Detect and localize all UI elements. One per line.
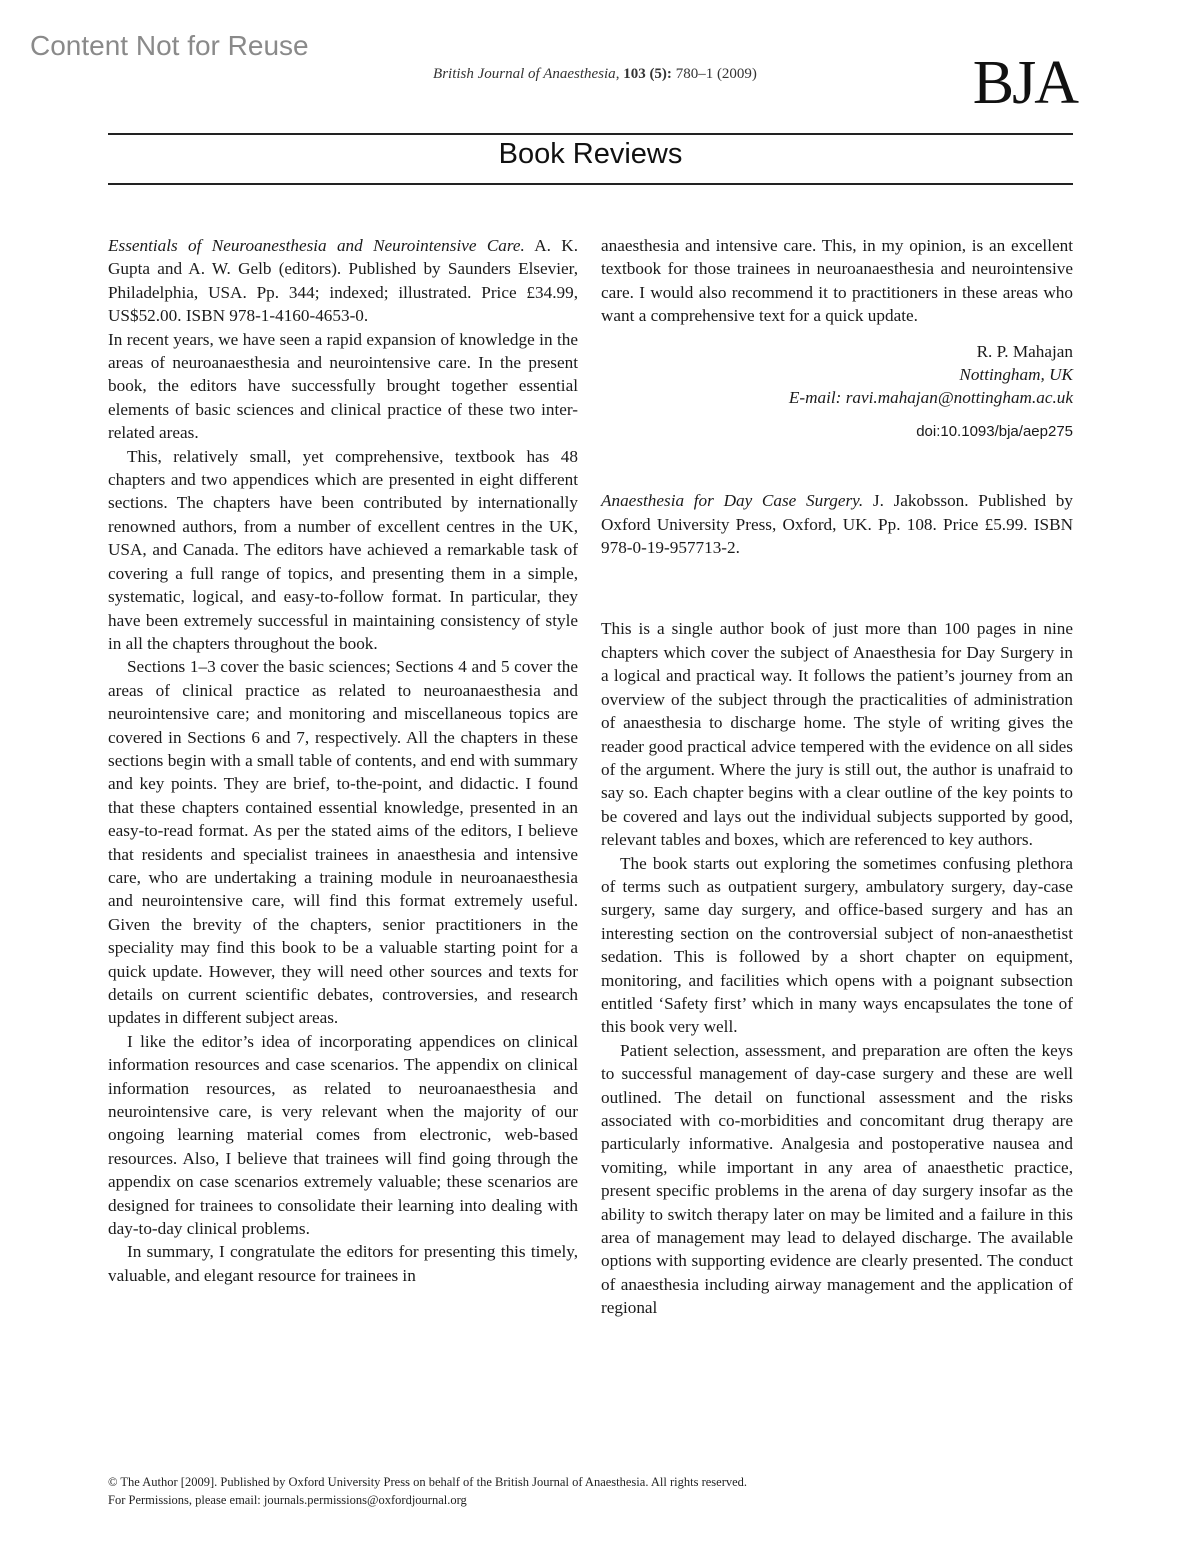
permissions-notice: For Permissions, please email: journals.permissions@oxfordjournal.org bbox=[108, 1493, 467, 1507]
journal-logo: BJA bbox=[972, 49, 1077, 117]
review1-book-title: Essentials of Neuroanesthesia and Neurointensive Care. bbox=[108, 236, 525, 255]
volume-issue: 103 (5): bbox=[623, 66, 672, 82]
journal-citation: British Journal of Anaesthesia, 103 (5): 780–1 (2009) bbox=[433, 66, 757, 82]
review1-paragraph-5 bbox=[108, 1240, 578, 1287]
reviewer-location: Nottingham, UK bbox=[959, 365, 1073, 385]
section-title: Book Reviews bbox=[498, 138, 683, 170]
header-rule-bottom bbox=[108, 183, 1073, 185]
review1-paragraph-2: This, relatively small, yet comprehensive, textbook has 48 chapters and two appendices which are presented in eight different sections. The chapters have been contributed by internationally renowned authors, from a number of excellent centres in the UK, USA, and Canada. The editors have achieved a remarkable task of covering a full range of topics, and presenting them in a simple, systematic, logical, and easy-to-follow format. In particular, they have been extremely successful in maintaining consistency of style in all the chapters throughout the book. bbox=[108, 446, 578, 653]
review1-paragraph-5-part1: In summary, I congratulate the editors for presenting this timely, valuable, and elegant resource for trainees in bbox=[108, 1242, 578, 1285]
watermark: Content Not for Reuse bbox=[30, 30, 309, 61]
review1-paragraph-1: In recent years, we have seen a rapid expansion of knowledge in the areas of neuroanaesthesia and neurointensive care. In the present book, the editors have successfully brought together essential elements of basic sciences and clinical practice of these two inter-related areas. bbox=[108, 329, 578, 443]
page-footer bbox=[108, 1473, 747, 1509]
review1-doi: doi:10.1093/bja/aep275 bbox=[916, 422, 1073, 440]
review1-book-details: A. K. Gupta and A. W. Gelb (editors). Published by Saunders Elsevier, Philadelphia, USA. Pp. 344; indexed; illustrated. Price £34.99, US$52.00. ISBN 978-1-4160-4653-0. bbox=[108, 236, 578, 326]
reviewer-name: R. P. Mahajan bbox=[976, 341, 1073, 361]
left-column bbox=[108, 234, 578, 1287]
right-column bbox=[601, 234, 1073, 1320]
review2-book-title: Anaesthesia for Day Case Surgery. bbox=[601, 491, 864, 511]
review2-paragraph-1: This is a single author book of just more than 100 pages in nine chapters which cover the subject of Anaesthesia for Day Surgery in a logical and practical way. It follows the patient’s journey from an overview of the subject through the practicalities of administration of anaesthesia to discharge home. The style of writing gives the reader good practical advice tempered with the evidence on all sides of the argument. Where the jury is still out, the author is unafraid to say so. Each chapter begins with a clear outline of the key points to be covered and lays out the individual subjects supported by good, relevant tables and boxes, which are referenced to key authors. bbox=[601, 619, 1073, 850]
review2-paragraph-2: The book starts out exploring the sometimes confusing plethora of terms such as outpatient surgery, ambulatory surgery, day-case surgery, same day surgery, and office-based surgery and has an interesting section on the controversial subject of non-anaesthetist sedation. This is followed by a short chapter on equipment, monitoring, and facilities which opens with a poignant subsection entitled ‘Safety first’ which in many ways encapsulates the tone of this book very well. bbox=[601, 853, 1073, 1037]
review2-paragraph-3: Patient selection, assessment, and preparation are often the keys to successful management of day-case surgery and these are well outlined. The detail on functional assessment and the risks associated with co-morbidities and concomitant drug therapy are particularly informative. Analgesia and postoperative nausea and vomiting, while important in any area of anaesthetic practice, present specific problems in the arena of day surgery insofar as the ability to switch therapy later on may be limited and a failure in this area of management may lead to delayed discharge. The available options with supporting evidence are clearly presented. The conduct of anaesthesia including airway management and the application of regional bbox=[601, 1040, 1073, 1318]
review1-reference bbox=[108, 234, 578, 328]
journal-name: British Journal of Anaesthesia bbox=[433, 66, 616, 82]
review1-paragraph-4: I like the editor’s idea of incorporating appendices on clinical information resources and case scenarios. The appendix on clinical information resources, as related to neuroanaesthesia and neurointensive care, is very relevant when the majority of our ongoing learning material comes from electronic, web-based resources. Also, I believe that trainees will find going through the appendix on case scenarios extremely valuable; these scenarios are designed for trainees to consolidate their learning into dealing with day-to-day clinical problems. bbox=[108, 1031, 578, 1239]
review1-paragraph-3: Sections 1–3 cover the basic sciences; Sections 4 and 5 cover the areas of clinical practice as related to neuroanaesthesia and neurointensive care; and monitoring and miscellaneous topics are covered in Sections 6 and 7, respectively. All the chapters in these sections begin with a small table of contents, and end with summary and key points. They are brief, to-the-point, and didactic. I found that these chapters contained essential knowledge, presented in an easy-to-read format. As per the stated aims of the editors, I believe that residents and specialist trainees in anaesthesia and intensive care, who are undertaking a training module in neuroanaesthesia and neurointensive care, will find this format extremely useful. Given the brevity of the chapters, senior practitioners in the speciality may find this book to be a valuable starting point for a quick update. However, they will need other sources and texts for details on current scientific debates, controversies, and research updates in different subject areas. bbox=[108, 657, 578, 1028]
review1-paragraph-5-continued: anaesthesia and intensive care. This, in my opinion, is an excellent textbook for those trainees in neuroanaesthesia and neurointensive care. I would also recommend it to practitioners in these areas who want a comprehensive text for a quick update. bbox=[601, 236, 1073, 326]
reviewer-signature bbox=[601, 340, 1073, 410]
review2-book-details: J. Jakobsson. Published by Oxford University Press, Oxford, UK. Pp. 108. Price £5.99. ISBN 978-0-19-957713-2. bbox=[601, 491, 1073, 558]
pages-year: 780–1 (2009) bbox=[675, 66, 757, 82]
review2-reference bbox=[601, 489, 1073, 559]
copyright-notice: © The Author [2009]. Published by Oxford University Press on behalf of the British Journal of Anaesthesia. All rights reserved. bbox=[108, 1475, 748, 1489]
header-rule-top bbox=[108, 133, 1073, 135]
reviewer-email[interactable]: E-mail: ravi.mahajan@nottingham.ac.uk bbox=[788, 388, 1073, 408]
